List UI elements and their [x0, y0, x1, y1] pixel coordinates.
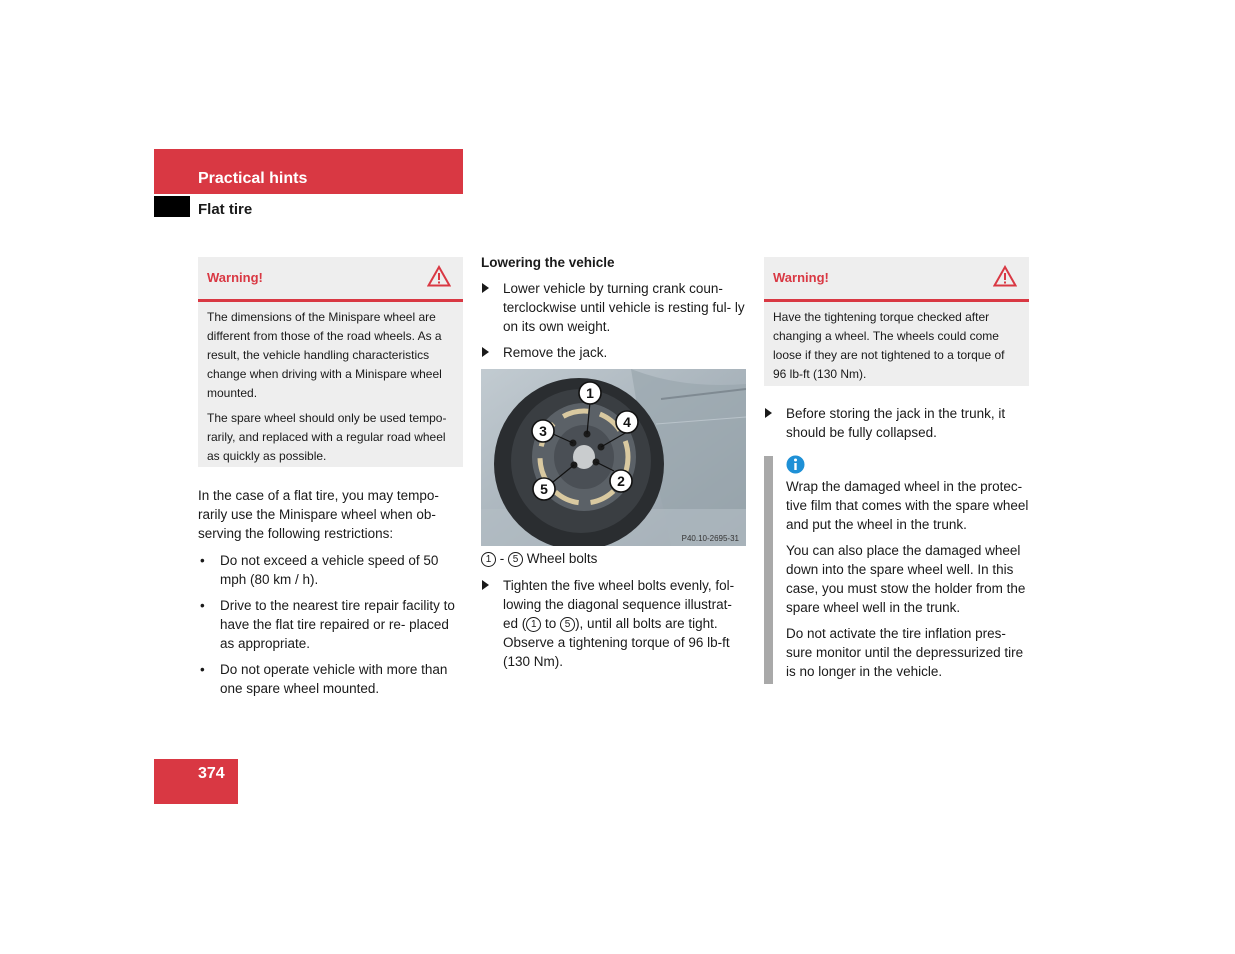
step-item — [481, 576, 749, 671]
warning-label: Warning! — [773, 270, 829, 285]
warning-box-left — [198, 257, 463, 467]
wheel-bolts-figure — [481, 369, 746, 546]
caption-separator: - — [499, 551, 505, 566]
info-paragraph: Wrap the damaged wheel in the protec- tive film that comes with the spare wheel and put the wheel in the trunk. — [786, 479, 1029, 532]
wheel-illustration — [481, 369, 746, 546]
callout-3: 3 — [539, 423, 547, 439]
middle-column-bottom — [481, 576, 749, 678]
step-text: Tighten the five wheel bolts evenly, fol- lowing the diagonal sequence illustrat- ed ( — [503, 578, 735, 631]
step-item — [764, 404, 1029, 442]
warning-paragraph: The spare wheel should only be used tempo- rarily, and replaced with a regular road wheel as quickly as possible. — [207, 411, 447, 463]
arrow-icon — [482, 283, 489, 293]
step-text: Before storing the jack in the trunk, it should be fully collapsed. — [786, 406, 1006, 440]
list-item-text: Do not exceed a vehicle speed of 50 mph (80 km / h). — [220, 553, 439, 587]
warning-paragraph: Have the tightening torque checked after changing a wheel. The wheels could come loose if they are not tightened to a torque of 96 lb-ft (130 Nm). — [773, 310, 1005, 381]
warning-header — [764, 257, 1029, 302]
arrow-icon — [482, 580, 489, 590]
callout-number: 1 — [526, 617, 541, 632]
section-title: Practical hints — [198, 170, 308, 187]
callout-5: 5 — [540, 481, 548, 497]
warning-label: Warning! — [207, 270, 263, 285]
caption-text: Wheel bolts — [526, 551, 598, 566]
warning-header — [198, 257, 463, 302]
callout-number: 1 — [481, 552, 496, 567]
list-item — [198, 551, 463, 589]
list-item — [198, 660, 463, 698]
list-item-text: Drive to the nearest tire repair facility to have the flat tire repaired or re- placed as appropriate. — [220, 598, 455, 651]
intro-paragraph: In the case of a flat tire, you may tempo- rarily use the Minispare wheel when ob- serving the following restrictions: — [198, 488, 439, 541]
callout-4: 4 — [623, 414, 631, 430]
info-icon — [786, 455, 805, 479]
callout-2: 2 — [617, 473, 625, 489]
page-number-box — [154, 759, 238, 804]
arrow-icon — [482, 347, 489, 357]
subsection-title: Flat tire — [198, 201, 253, 218]
step-item — [481, 279, 749, 336]
warning-triangle-icon — [427, 265, 451, 292]
warning-body — [198, 302, 463, 480]
info-paragraph: Do not activate the tire inflation pres- sure monitor until the depressurized tire is no longer in the vehicle. — [786, 626, 1024, 679]
step-text: ), until all bolts are tight. Observe a tightening torque of 96 lb-ft (130 Nm). — [503, 616, 730, 669]
warning-box-right — [764, 257, 1029, 386]
figure-caption — [481, 549, 749, 568]
left-body — [198, 486, 463, 705]
bullet-dot: • — [200, 553, 205, 568]
right-step — [764, 404, 1029, 449]
bullet-dot: • — [200, 662, 205, 677]
step-text: to — [545, 616, 557, 631]
step-item — [481, 343, 749, 362]
page-number: 374 — [198, 765, 225, 782]
figure-code: P40.10-2695-31 — [681, 534, 739, 543]
info-sidebar — [764, 456, 773, 684]
info-text — [786, 477, 1032, 681]
callout-1: 1 — [586, 385, 594, 401]
callout-number: 5 — [508, 552, 523, 567]
middle-column-top — [481, 253, 749, 369]
arrow-icon — [765, 408, 772, 418]
list-item-text: Do not operate vehicle with more than one spare wheel mounted. — [220, 662, 448, 696]
section-heading: Lowering the vehicle — [481, 255, 615, 270]
bullet-dot: • — [200, 598, 205, 613]
step-text: Remove the jack. — [503, 345, 608, 360]
warning-body — [764, 302, 1029, 398]
callout-number: 5 — [560, 617, 575, 632]
subsection-marker — [154, 196, 190, 217]
warning-paragraph: The dimensions of the Minispare wheel are different from those of the road wheels. As a result, the vehicle handling characteristics change when driving with a Minispare wheel mounted. — [207, 310, 442, 400]
warning-triangle-icon — [993, 265, 1017, 292]
step-text: Lower vehicle by turning crank coun- terclockwise until vehicle is resting ful- ly on its own weight. — [503, 281, 745, 334]
info-paragraph: You can also place the damaged wheel down into the spare wheel well. In this case, you must stow the holder from the spare wheel well in the trunk. — [786, 543, 1026, 615]
list-item — [198, 596, 463, 653]
